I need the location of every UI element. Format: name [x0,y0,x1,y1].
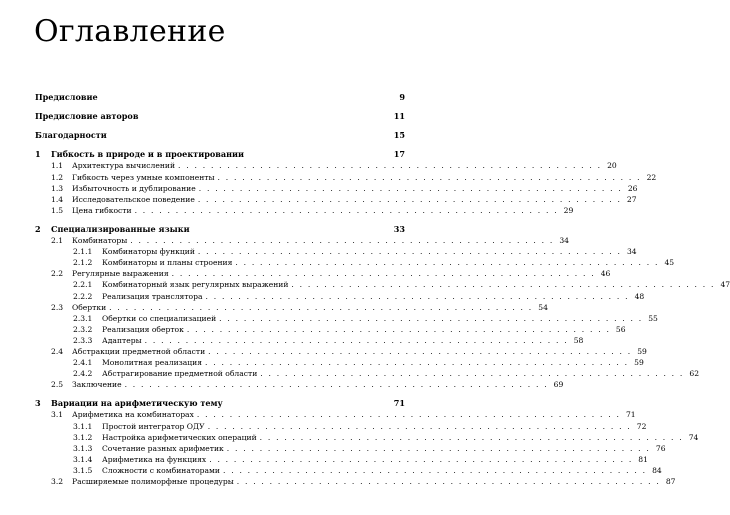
toc-page-number: 27 [626,194,637,204]
toc-leader-dots: . . . . . . . . . . . . . . . . . . . . . . . . . . . . . . . . . . . . . . . . . . . . . . . . . . . . [291,280,716,290]
toc-page-number: 22 [646,172,657,182]
toc-entry-row[interactable] [35,278,730,290]
toc-page-number: 59 [637,346,647,356]
toc-label: Предисловие авторов [35,111,139,122]
toc-number: 2.2 [51,269,64,279]
toc-number: 2.3.3 [73,335,93,345]
toc-label: Абстрагирование предметной области [102,369,258,379]
toc-entry-row[interactable] [35,245,637,257]
toc-page-number: 71 [393,398,405,409]
toc-number: 1.1 [51,161,64,171]
toc-page-number: 56 [615,324,626,334]
toc-chapter-row[interactable] [35,223,405,234]
toc-number: 2.4.1 [73,358,93,368]
toc-leader-dots: . . . . . . . . . . . . . . . . . . . . . . . . . . . . . . . . . . . . . . . . . . . . . . . . . . . . [197,194,622,204]
toc-entry-row[interactable] [35,170,657,182]
toc-page-number: 11 [393,111,405,122]
toc-page-number: 46 [600,269,611,279]
toc-label: Простой интегратор ОДУ [102,421,205,431]
toc-label: Исследовательское поведение [72,194,195,204]
toc-label: Регулярные выражения [72,269,169,279]
toc-label: Благодарности [35,130,107,141]
toc-entry-row[interactable] [35,356,644,368]
toc-chapter-row[interactable] [35,91,405,102]
toc-leader-dots: . . . . . . . . . . . . . . . . . . . . . . . . . . . . . . . . . . . . . . . . . . . . . . . . . . . . [236,477,661,486]
toc-leader-dots: . . . . . . . . . . . . . . . . . . . . . . . . . . . . . . . . . . . . . . . . . . . . . . . . . . . . [219,313,643,323]
toc-page-number: 72 [636,421,647,431]
toc-number: 2.3 [51,302,64,312]
toc-label: Заключение [72,380,122,390]
toc-entry-row[interactable] [35,323,626,334]
toc-page-number: 9 [399,92,405,103]
toc-page-number: 26 [627,183,638,193]
toc-chapter-row[interactable] [35,397,405,408]
toc-label: Специализированные языки [51,223,190,234]
toc-leader-dots: . . . . . . . . . . . . . . . . . . . . . . . . . . . . . . . . . . . . . . . . . . . . . . . . . . . . [130,236,554,246]
toc-leader-dots: . . . . . . . . . . . . . . . . . . . . . . . . . . . . . . . . . . . . . . . . . . . . . . . . . . . . [259,432,684,442]
toc-number: 3.1.2 [73,432,93,442]
toc-chapter-row[interactable] [35,110,405,121]
toc-page-number: 54 [538,302,548,312]
toc-label: Цена гибкости [72,205,132,215]
toc-number: 2.3.2 [73,324,93,334]
toc-number: 2.4 [51,346,64,356]
toc-entry-row[interactable] [35,312,658,323]
toc-number: 1 [35,149,41,160]
toc-label: Комбинаторы [72,236,128,246]
toc-label: Адаптеры [102,335,142,345]
toc-page-number: 59 [634,358,644,368]
toc-label: Обертки [72,302,107,312]
table-of-contents [35,91,730,486]
toc-leader-dots: . . . . . . . . . . . . . . . . . . . . . . . . . . . . . . . . . . . . . . . . . . . . . . . . . . . . [109,302,533,312]
toc-entry-row[interactable] [35,442,666,453]
toc-leader-dots: . . . . . . . . . . . . . . . . . . . . . . . . . . . . . . . . . . . . . . . . . . . . . . . . . . . . [186,324,611,334]
toc-number: 2 [35,223,41,234]
toc-label: Предисловие [35,92,98,103]
toc-label: Монолитная реализация [102,358,203,368]
toc-entry-row[interactable] [35,193,637,204]
toc-chapter-row[interactable] [35,129,405,140]
toc-entry-row[interactable] [35,204,574,215]
toc-label: Сочетание разных арифметик [102,443,224,453]
toc-label: Гибкость в природе и в проектировании [51,149,245,160]
toc-label: Реализация транслятора [102,291,203,301]
toc-label: Комбинаторы и планы строения [102,258,233,268]
toc-number: 3.1.4 [73,454,93,464]
toc-entry-row[interactable] [35,431,699,442]
toc-page-number: 17 [393,149,405,160]
toc-leader-dots: . . . . . . . . . . . . . . . . . . . . . . . . . . . . . . . . . . . . . . . . . . . . . . . . . . . . [207,421,632,431]
toc-number: 2.1 [51,236,64,246]
toc-page-number: 45 [664,258,675,268]
toc-entry-row[interactable] [35,301,548,312]
toc-entry-row[interactable] [35,267,611,279]
toc-number: 3.2 [51,477,64,486]
toc-label: Арифметика на комбинаторах [72,410,194,420]
toc-leader-dots: . . . . . . . . . . . . . . . . . . . . . . . . . . . . . . . . . . . . . . . . . . . . . . . . . . . . [235,258,660,268]
toc-page-number: 48 [634,291,645,301]
toc-leader-dots: . . . . . . . . . . . . . . . . . . . . . . . . . . . . . . . . . . . . . . . . . . . . . . . . . . . . [134,205,559,215]
toc-label: Абстракции предметной области [72,346,206,356]
toc-entry-row[interactable] [35,378,564,390]
toc-number: 2.1.1 [73,247,93,257]
toc-page-number: 71 [625,410,636,420]
toc-number: 3.1.5 [73,465,93,475]
toc-label: Избыточность и дублирование [72,183,196,193]
toc-number: 2.2.1 [73,280,93,290]
toc-page-number: 29 [563,205,574,215]
toc-label: Архитектура вычислений [72,161,176,171]
toc-label: Расширяемые полиморфные процедуры [72,477,234,486]
toc-page-number: 34 [559,236,569,246]
toc-entry-row[interactable] [35,475,676,486]
toc-number: 2.1.2 [73,258,93,268]
toc-entry-row[interactable] [35,345,647,356]
toc-entry-row[interactable] [35,182,638,193]
toc-label: Обертки со специализацией [102,313,217,323]
toc-leader-dots: . . . . . . . . . . . . . . . . . . . . . . . . . . . . . . . . . . . . . . . . . . . . . . . . . . . . [144,335,569,345]
toc-page-number: 87 [665,477,676,486]
toc-number: 3 [35,398,41,409]
toc-entry-row[interactable] [35,419,647,431]
toc-entry-row[interactable] [35,453,648,464]
toc-label: Комбинаторный язык регулярных выражений [102,280,289,290]
toc-page-number: 58 [573,335,584,345]
toc-entry-row[interactable] [35,367,700,379]
toc-label: Реализация оберток [102,324,184,334]
toc-entry-row[interactable] [35,408,636,420]
toc-number: 2.4.2 [73,369,93,379]
toc-label: Сложности с комбинаторами [102,465,220,475]
toc-page-number: 15 [393,130,405,141]
toc-number: 1.3 [51,183,64,193]
toc-page-number: 84 [652,465,662,475]
toc-leader-dots: . . . . . . . . . . . . . . . . . . . . . . . . . . . . . . . . . . . . . . . . . . . . . . . . . . . . [208,346,632,356]
toc-entry-row[interactable] [35,334,584,345]
toc-leader-dots: . . . . . . . . . . . . . . . . . . . . . . . . . . . . . . . . . . . . . . . . . . . . . . . . . . . . [205,291,630,301]
toc-leader-dots: . . . . . . . . . . . . . . . . . . . . . . . . . . . . . . . . . . . . . . . . . . . . . . . . . . . . [223,465,647,475]
toc-number: 3.1 [51,410,64,420]
toc-page-number: 69 [553,380,564,390]
toc-page-number: 20 [607,161,617,171]
toc-page-number: 34 [626,247,637,257]
toc-leader-dots: . . . . . . . . . . . . . . . . . . . . . . . . . . . . . . . . . . . . . . . . . . . . . . . . . . . . [205,358,629,368]
toc-label: Настройка арифметических операций [102,432,257,442]
toc-leader-dots: . . . . . . . . . . . . . . . . . . . . . . . . . . . . . . . . . . . . . . . . . . . . . . . . . . . . [217,172,642,182]
toc-leader-dots: . . . . . . . . . . . . . . . . . . . . . . . . . . . . . . . . . . . . . . . . . . . . . . . . . . . . [209,454,633,464]
toc-page-number: 81 [638,454,648,464]
toc-page-number: 76 [655,443,666,453]
toc-leader-dots: . . . . . . . . . . . . . . . . . . . . . . . . . . . . . . . . . . . . . . . . . . . . . . . . . . . . [260,369,685,379]
toc-label: Вариации на арифметическую тему [51,398,223,409]
toc-label: Гибкость через умные компоненты [72,172,215,182]
toc-label: Арифметика на функциях [102,454,207,464]
toc-leader-dots: . . . . . . . . . . . . . . . . . . . . . . . . . . . . . . . . . . . . . . . . . . . . . . . . . . . . [178,161,602,171]
toc-number: 1.2 [51,172,64,182]
toc-entry-row[interactable] [35,159,617,171]
toc-page-number: 62 [689,369,700,379]
toc-number: 2.3.1 [73,313,93,323]
toc-number: 2.5 [51,380,64,390]
toc-entry-row[interactable] [35,234,569,246]
toc-page-number: 47 [720,280,730,290]
toc-number: 3.1.1 [73,421,93,431]
toc-page-number: 74 [688,432,699,442]
toc-number: 2.2.2 [73,291,93,301]
page-title: Оглавление [34,14,226,49]
toc-number: 1.4 [51,194,64,204]
toc-leader-dots: . . . . . . . . . . . . . . . . . . . . . . . . . . . . . . . . . . . . . . . . . . . . . . . . . . . . [124,380,549,390]
toc-entry-row[interactable] [35,289,645,301]
toc-page-number: 55 [648,313,658,323]
toc-leader-dots: . . . . . . . . . . . . . . . . . . . . . . . . . . . . . . . . . . . . . . . . . . . . . . . . . . . . [198,183,623,193]
toc-page-number: 33 [393,223,405,234]
toc-leader-dots: . . . . . . . . . . . . . . . . . . . . . . . . . . . . . . . . . . . . . . . . . . . . . . . . . . . . [171,269,596,279]
toc-leader-dots: . . . . . . . . . . . . . . . . . . . . . . . . . . . . . . . . . . . . . . . . . . . . . . . . . . . . [197,247,622,257]
toc-chapter-row[interactable] [35,148,405,159]
toc-label: Комбинаторы функций [102,247,195,257]
toc-number: 3.1.3 [73,443,93,453]
toc-entry-row[interactable] [35,464,662,475]
toc-number: 1.5 [51,205,64,215]
toc-entry-row[interactable] [35,256,675,268]
toc-leader-dots: . . . . . . . . . . . . . . . . . . . . . . . . . . . . . . . . . . . . . . . . . . . . . . . . . . . . [196,410,621,420]
toc-leader-dots: . . . . . . . . . . . . . . . . . . . . . . . . . . . . . . . . . . . . . . . . . . . . . . . . . . . . [226,443,651,453]
